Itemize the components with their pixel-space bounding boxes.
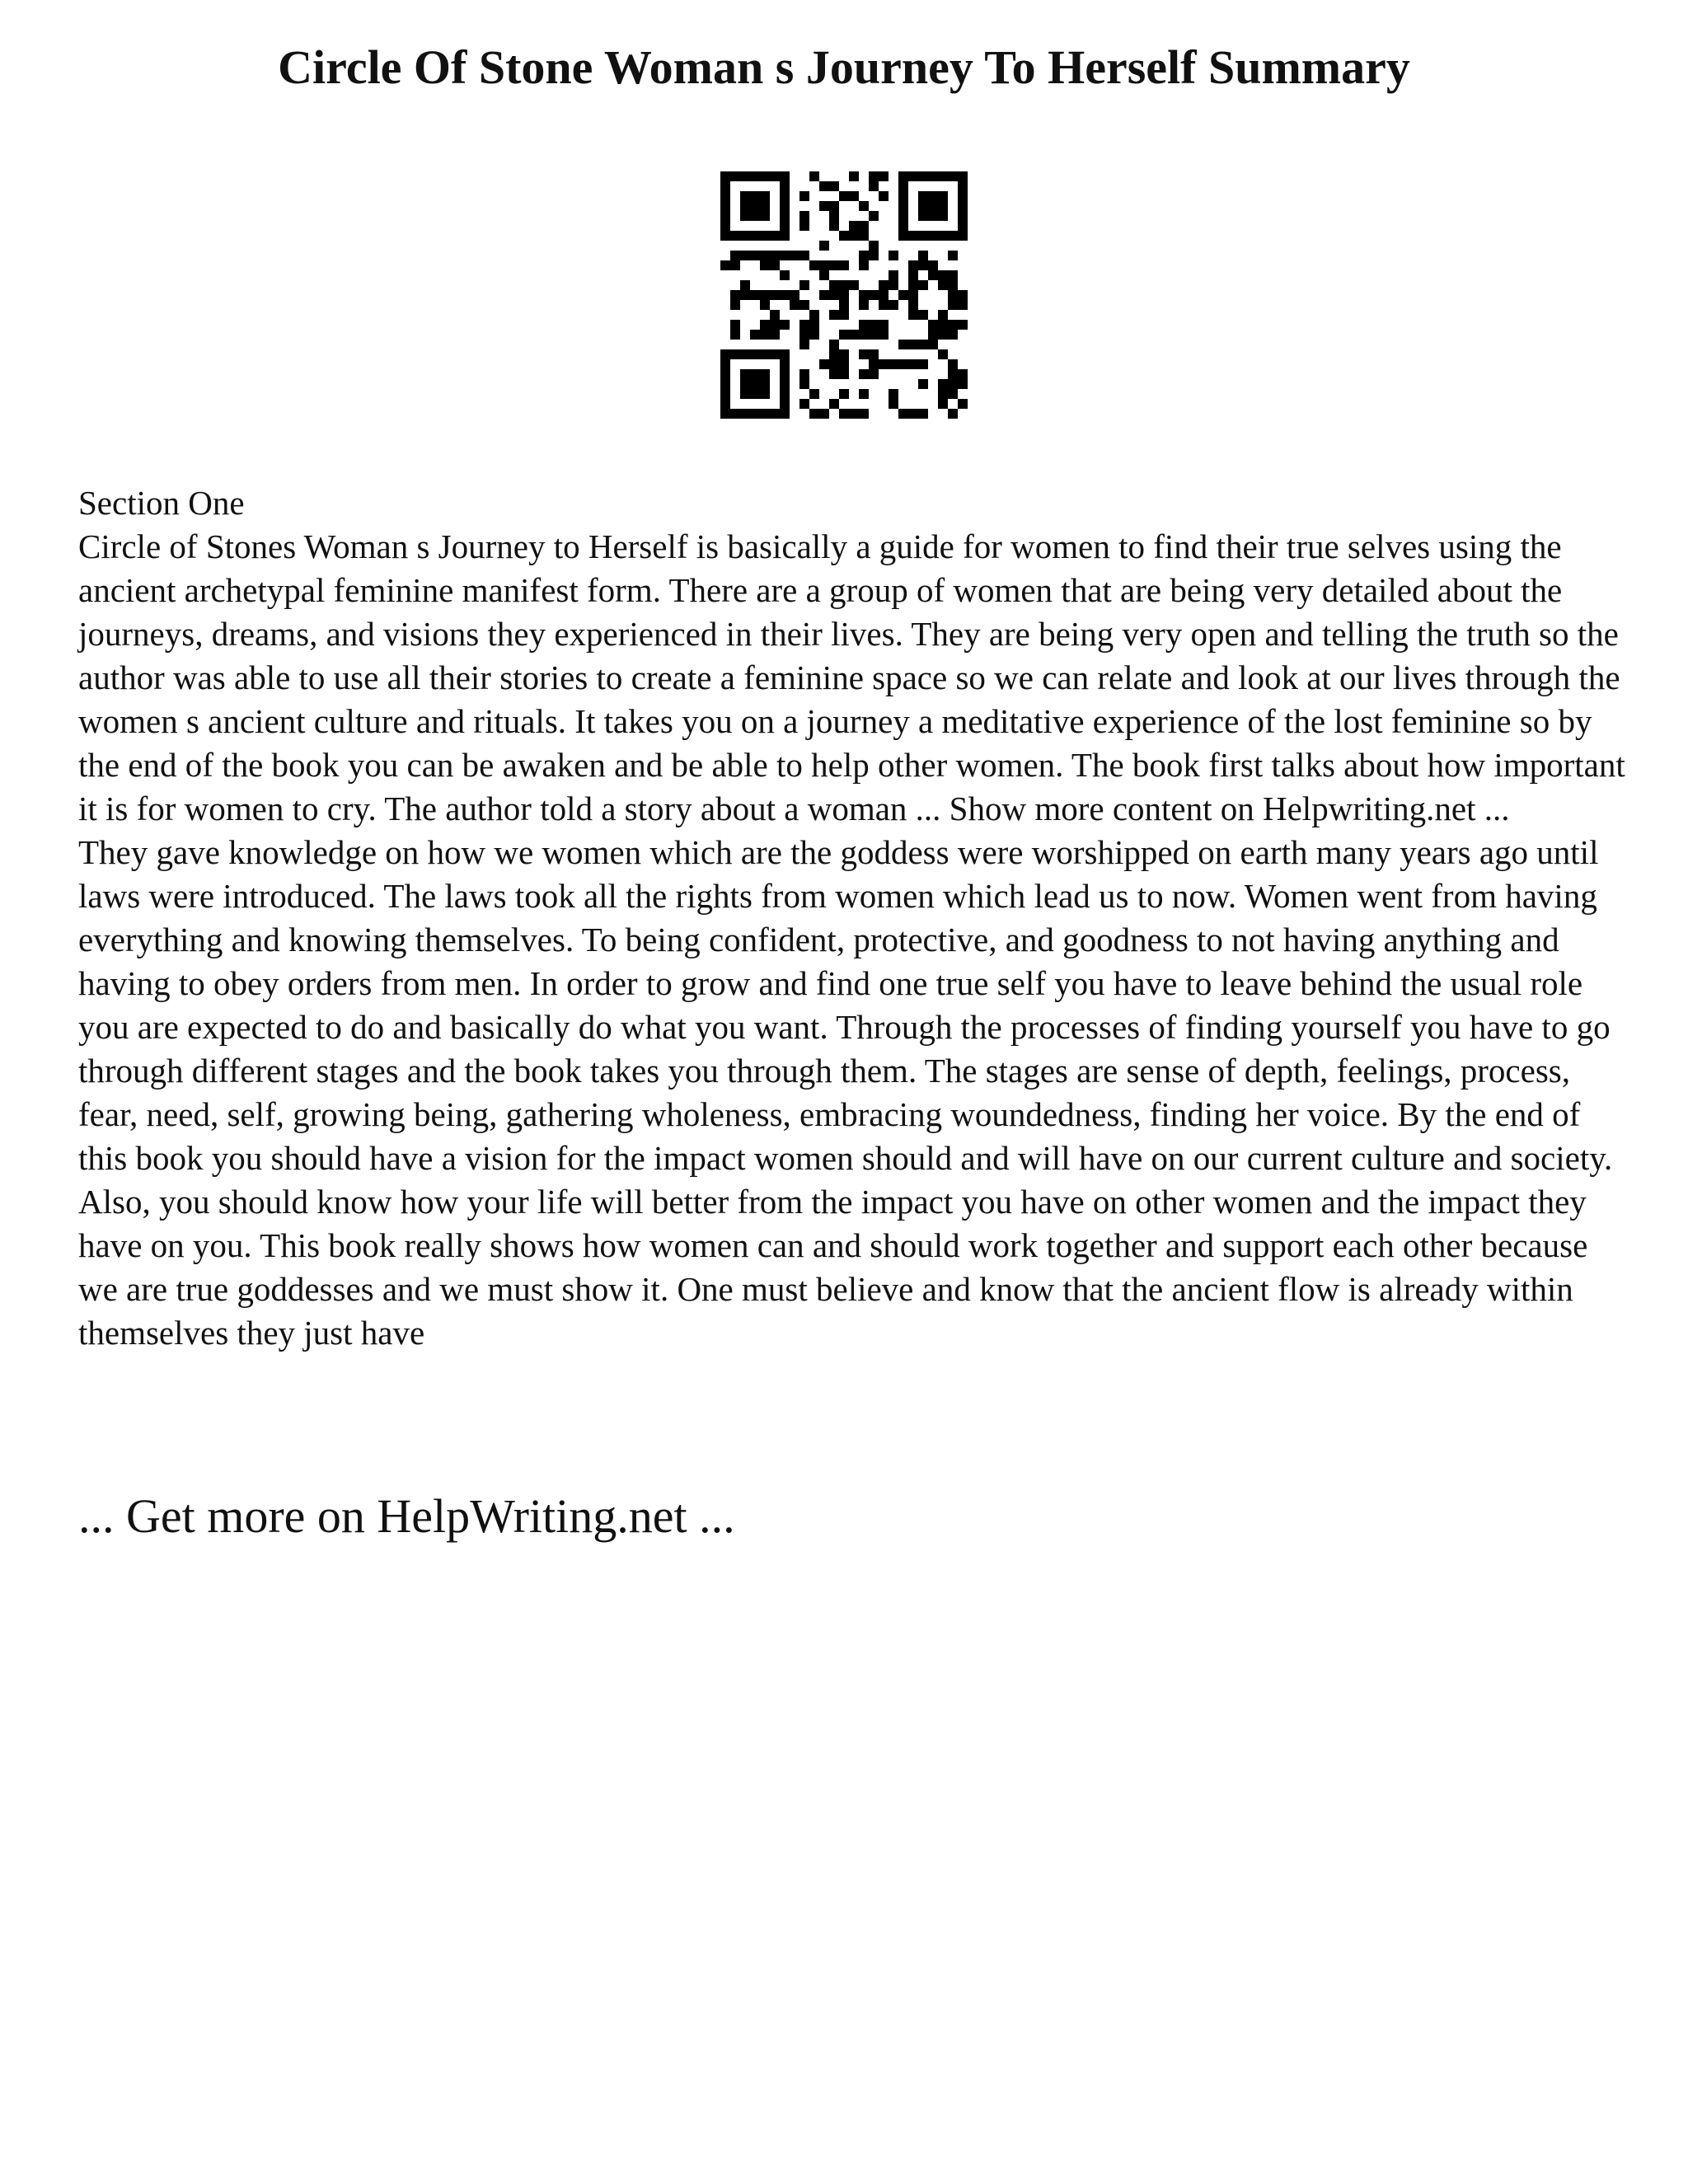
section-heading: Section One <box>78 484 245 522</box>
paragraph-1: Circle of Stones Woman s Journey to Herself is basically a guide for women to find their true selves using the ancient archetypal feminine manifest form. There are a group of women that are being very detailed about the journeys, dreams, and visions they experienced in their lives. They are being very open and telling the truth so the author was able to use all their stories to create a feminine space so we can relate and look at our lives through the women s ancient culture and rituals. It takes you on a journey a meditative experience of the lost feminine so by the end of the book you can be awaken and be able to help other women. The book first talks about how important it is for women to cry. The author told a story about a woman ... Show more content on Helpwriting.net ... <box>78 527 1625 827</box>
get-more-link[interactable]: ... Get more on HelpWriting.net ... <box>78 1489 735 1543</box>
document-title: Circle Of Stone Woman s Journey To Herself Summary <box>278 40 1410 94</box>
document-body <box>78 481 1628 1355</box>
paragraph-2: They gave knowledge on how we women which are the goddess were worshipped on earth many years ago until laws were introduced. The laws took all the rights from women which lead us to now. Women went from having everything and knowing themselves. To being confident, protective, and goodness to not having anything and having to obey orders from men. In order to grow and find one true self you have to leave behind the usual role you are expected to do and basically do what you want. Through the processes of finding yourself you have to go through different stages and the book takes you through them. The stages are sense of depth, feelings, process, fear, need, self, growing being, gathering wholeness, embracing woundedness, finding her voice. By the end of this book you should have a vision for the impact women should and will have on our current culture and society. Also, you should know how your life will better from the impact you have on other women and the impact they have on you. This book really shows how women can and should work together and support each other because we are true goddesses and we must show it. One must believe and know that the ancient flow is already within themselves they just have <box>78 833 1613 1352</box>
qr-code-icon <box>720 171 968 419</box>
